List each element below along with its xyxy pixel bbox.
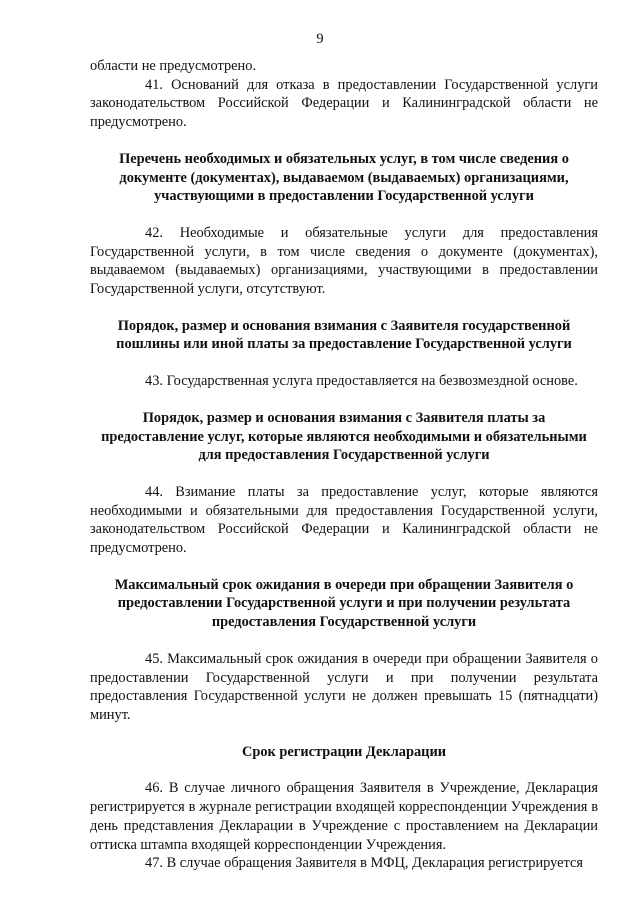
paragraph-43: 43. Государственная услуга предоставляется на безвозмездной основе. — [145, 373, 578, 390]
paragraph-41: 41. Оснований для отказа в предоставлении Государственной услуги законодательством Российской Федерации и Калининградской области не предусмотрено. — [90, 76, 598, 131]
page-number: 9 — [316, 31, 324, 47]
section-heading-queue-time: Максимальный срок ожидания в очереди при обращении Заявителя о предоставлении Государственной услуги и при получении результата предоставления Государственной услуги — [114, 576, 574, 631]
document-body — [90, 57, 598, 873]
paragraph-44: 44. Взимание платы за предоставление услуг, которые являются необходимыми и обязательными для предоставления Государственной услуги, законодательством Российской Федерации и Калининградской области не предусмотрено. — [90, 483, 598, 557]
paragraph-46: 46. В случае личного обращения Заявителя в Учреждение, Декларация регистрируется в журнале регистрации входящей корреспонденции Учреждения в день представления Декларации в Учреждение с проставлением на Декларации оттиска штампа входящей корреспонденции Учреждения. — [90, 780, 598, 853]
paragraph-42: 42. Необходимые и обязательные услуги для предоставления Государственной услуги, в том числе сведения о документе (документах), выдаваемом (выдаваемых) организациями, участвующими в предоставлении Государственной услуги, отсутствуют. — [90, 224, 598, 298]
paragraph-continuation: области не предусмотрено. — [90, 58, 257, 74]
section-heading-declaration-registration: Срок регистрации Декларации — [241, 743, 447, 760]
paragraph-45: 45. Максимальный срок ожидания в очереди при обращении Заявителя о предоставлении Государственной услуги и при получении результата предоставления Государственной услуги не должен превышать 15 (пятнадцати) минут. — [90, 650, 598, 723]
section-heading-required-services: Перечень необходимых и обязательных услуг, в том числе сведения о документе (документах), выдаваемом (выдаваемых) организациями, участвующими в предоставлении Государственной услуги — [119, 150, 569, 205]
section-heading-fee-for-services: Порядок, размер и основания взимания с Заявителя платы за предоставление услуг, которые являются необходимыми и обязательными для предоставления Государственной услуги — [101, 409, 587, 464]
section-heading-state-fee: Порядок, размер и основания взимания с Заявителя государственной пошлины или иной платы за предоставление Государственной услуги — [116, 317, 572, 353]
paragraph-47: 47. В случае обращения Заявителя в МФЦ, Декларация регистрируется — [145, 855, 584, 872]
